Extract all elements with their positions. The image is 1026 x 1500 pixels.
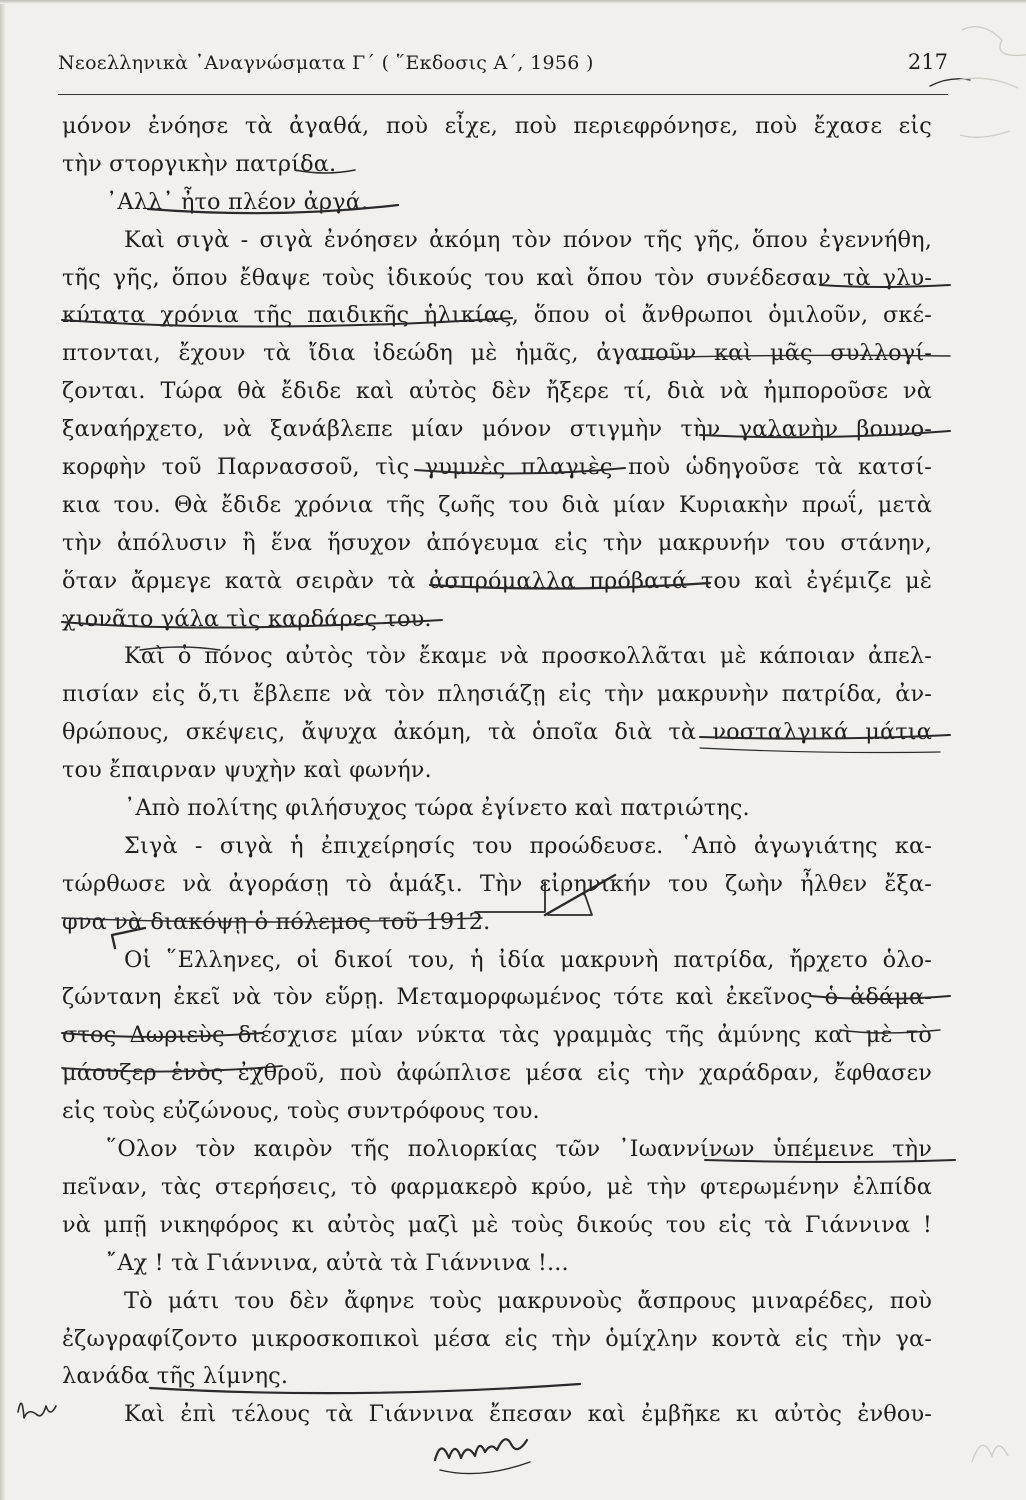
- text-line: ῎Αχ ! τὰ Γιάννινα, αὐτὰ τὰ Γιάννινα !...: [106, 1249, 569, 1276]
- text-line: Σιγὰ - σιγὰ ἡ ἐπιχείρησίς του προώδευσε. ῾Απὸ ἀγωγιάτης κα-: [124, 832, 932, 859]
- text-line: θρώπους, σκέψεις, ἄψυχα ἀκόμη, τὰ ὁποῖα διὰ τὰ νοσταλγικά μάτια: [62, 719, 932, 746]
- text-line: Οἱ ῞Ελληνες, οἱ δικοί του, ἡ ἰδία μακρυνὴ πατρίδα, ἤρχετο ὁλο-: [124, 946, 932, 973]
- text-line: λανάδα τῆς λίμνης.: [62, 1363, 289, 1390]
- bleed-through: [962, 27, 1026, 56]
- text-line: τῆς γῆς, ὅπου ἔθαψε τοὺς ἰδικούς του καὶ ὅπου τὸν συνέδεσαν τὰ γλυ-: [62, 264, 932, 291]
- handwritten-signature: [435, 1439, 527, 1460]
- text-line: τὴν ἀπόλυσιν ἢ ἕνα ἥσυχον ἀπόγευμα εἰς τὴν μακρυνήν του στάνην,: [62, 529, 932, 556]
- text-line: ὅταν ἄρμεγε κατὰ σειρὰν τὰ ἀσπρόμαλλα πρόβατά του καὶ ἐγέμιζε μὲ: [62, 567, 932, 594]
- body-text: [62, 108, 932, 1434]
- text-line: ξαναήρχετο, νὰ ξανάβλεπε μίαν μόνον στιγμὴν τὴν γαλανὴν βουνο-: [62, 416, 932, 443]
- text-line: Καὶ ἐπὶ τέλους τὰ Γιάννινα ἔπεσαν καὶ ἐμβῆκε κι αὐτὸς ἐνθου-: [124, 1401, 932, 1428]
- text-line: Τὸ μάτι του δὲν ἄφηνε τοὺς μακρυνοὺς ἄσπρους μιναρέδες, ποὺ: [124, 1287, 932, 1314]
- margin-scribble: [18, 1403, 56, 1418]
- text-line: πτονται, ἔχουν τὰ ἴδια ἰδεώδη μὲ ἡμᾶς, ἀγαποῦν καὶ μᾶς συλλογί-: [62, 340, 932, 367]
- text-line: κύτατα χρόνια τῆς παιδικῆς ἡλικίας, ὅπου οἱ ἄνθρωποι ὁμιλοῦν, σκέ-: [62, 302, 932, 329]
- text-line: ᾿Αλλ᾿ ἦτο πλέον ἀργά.: [106, 188, 369, 215]
- text-line: πεῖναν, τὰς στερήσεις, τὸ φαρμακερὸ κρύο, μὲ τὴν φτερωμένην ἐλπίδα: [62, 1173, 932, 1200]
- running-title: Νεοελληνικὰ ᾿Αναγνώσματα Γ΄ ( ῞Εκδοσις Α΄, 1956 ): [58, 52, 594, 74]
- text-line: νὰ μπῇ νικηφόρος κι αὐτὸς μαζὶ μὲ τοὺς δικούς του εἰς τὰ Γιάννινα !: [62, 1211, 932, 1238]
- text-line: εἰς τοὺς εὐζώνους, τοὺς συντρόφους του.: [62, 1098, 540, 1125]
- text-line: ζώντανη ἐκεῖ νὰ τὸν εὕρῃ. Μεταμορφωμένος τότε καὶ ἐκεῖνος ὁ ἀδάμα-: [62, 984, 932, 1011]
- text-line: κορφὴν τοῦ Παρνασσοῦ, τὶς γυμνὲς πλαγιὲς ποὺ ὡδηγοῦσε τὰ κατσί-: [62, 454, 932, 481]
- text-line: φνα νὰ διακόψῃ ὁ πόλεμος τοῦ 1912.: [62, 908, 491, 935]
- text-line: μάουζερ ἑνὸς ἐχθροῦ, ποὺ ἀφώπλισε μέσα εἰς τὴν χαράδραν, ἔφθασεν: [62, 1060, 932, 1087]
- text-line: τώρθωσε νὰ ἀγοράσῃ τὸ ἁμάξι. Τὴν εἰρηνικήν του ζωὴν ἦλθεν ἔξα-: [62, 870, 932, 897]
- text-line: Καὶ ὁ πόνος αὐτὸς τὸν ἔκαμε νὰ προσκολλᾶται μὲ κάποιαν ἀπελ-: [124, 643, 932, 670]
- bleed-through: [972, 1445, 1008, 1462]
- text-line: ᾿Απὸ πολίτης φιλήσυχος τώρα ἐγίνετο καὶ πατριώτης.: [124, 795, 750, 822]
- text-line: τὴν στοργικὴν πατρίδα.: [62, 150, 337, 177]
- handwritten-signature: [440, 1462, 530, 1474]
- text-line: Καὶ σιγὰ - σιγὰ ἐνόησεν ἀκόμη τὸν πόνον τῆς γῆς, ὅπου ἐγεννήθη,: [124, 226, 932, 253]
- scan-edge-top: [0, 0, 1026, 4]
- header-rule: [58, 94, 948, 95]
- text-line: στος Δωριεὺς διέσχισε μίαν νύκτα τὰς γραμμὰς τῆς ἀμύνης καὶ μὲ τὸ: [62, 1022, 932, 1049]
- scan-edge: [0, 0, 6, 1500]
- running-header: [58, 50, 948, 90]
- text-line: ζονται. Τώρα θὰ ἔδιδε καὶ αὐτὸς δὲν ἤξερε τί, διὰ νὰ ἠμποροῦσε νὰ: [62, 378, 932, 405]
- text-line: μόνον ἐνόησε τὰ ἀγαθά, ποὺ εἶχε, ποὺ περιεφρόνησε, ποὺ ἔχασε εἰς: [62, 113, 932, 139]
- text-line: πισίαν εἰς ὅ,τι ἔβλεπε νὰ τὸν πλησιάζῃ εἰς τὴν μακρυνὴν πατρίδα, ἀν-: [62, 681, 932, 708]
- bleed-through: [960, 131, 1010, 137]
- bleed-through: [958, 78, 1018, 88]
- text-line: χιονᾶτο γάλα τὶς καρδάρες του.: [62, 605, 432, 632]
- page-number: 217: [907, 50, 948, 74]
- text-line: ῞Ολον τὸν καιρὸν τῆς πολιορκίας τῶν ᾿Ιωαννίνων ὑπέμεινε τὴν: [106, 1136, 932, 1163]
- text-line: ἐζωγραφίζοντο μικροσκοπικοὶ μέσα εἰς τὴν ὁμίχλην κοντὰ εἰς τὴν γα-: [62, 1325, 932, 1352]
- text-line: κια του. Θὰ ἔδιδε χρόνια τῆς ζωῆς του διὰ μίαν Κυριακὴν πρωΐ, μετὰ: [62, 491, 932, 518]
- text-line: του ἔπαιρναν ψυχὴν καὶ φωνήν.: [62, 757, 432, 784]
